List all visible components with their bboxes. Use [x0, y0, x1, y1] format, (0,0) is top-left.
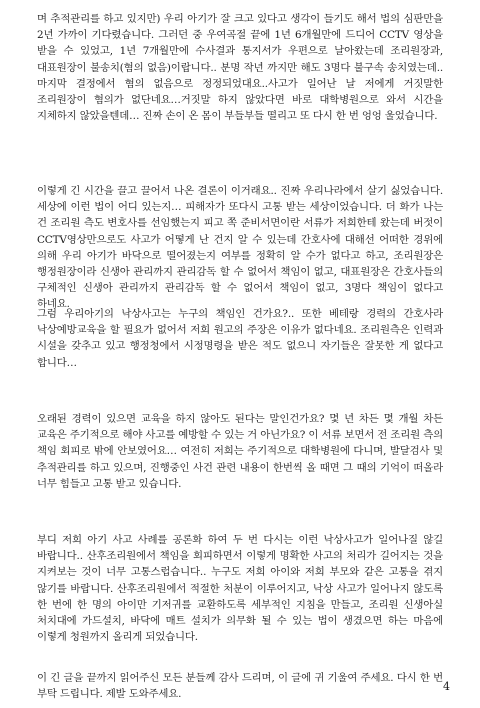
paragraph-6: 이 긴 글을 끝까지 읽어주신 모든 분들께 감사 드리며, 이 글에 귀 기울여 주세요. 다시 한 번 부탁 드립니다. 제발 도와주세요.: [37, 672, 443, 701]
paragraph-5: 부디 저희 아기 사고 사례를 공론화 하여 두 번 다시는 이런 낙상사고가 일어나질 않길 바랍니다.. 산후조리원에서 책임을 회피하면서 이렇게 명확한 사고의 처리가 길어지는 것을 지켜보는 것이 너무 고통스럽습니다.. 누구도 저희 아이와 저희 부모와 같은 고통을 겪지 않기를 바랍니다. 산후조리원에서 적절한 처분이 이루어지고, 낙상 사고가 일어나지 않도록 한 번에 한 명의 아이만 기저귀를 교환하도록 세부적인 지침을 만들고, 조리원 신생아실 처치대에 가드설치, 바닥에 매트 설치가 의무화 될 수 있는 법이 생겼으면 하는 마음에 이렇게 청원까지 올리게 되었습니다.: [37, 534, 443, 644]
paragraph-1: 며 추적관리를 하고 있지만) 우리 아기가 잘 크고 있다고 생각이 들기도 해서 법의 심판만을 2년 가까이 기다렸습니다. 그러던 중 우여곡절 끝에 1년 6개월만에 드디어 CCTV 영상을 받을 수 있었고, 1년 7개월만에 수사결과 통지서가 우편으로 날아왔는데 조리원장과, 대표원장이 불송치(혐의 없음)이랍니다.. 분명 작년 까지만 해도 3명다 불구속 송치였는데.. 마지막 결정에서 혐의 없음으로 정정되었대요..사고가 일어난 날 저에게 거짓말한 조리원장이 혐의가 없단네요…거짓말 하지 않았다면 바로 대학병원으로 와서 시간을 지체하지 않았을텐데… 진짜 손이 온 몸이 부들부들 떨리고 또 다시 한 번 엉엉 울었습니다.: [37, 13, 443, 123]
paragraph-3: 그럼 우리아기의 낙상사고는 누구의 책임인 건가요?.. 또한 베테랑 경력의 간호사라 낙상예방교육을 할 필요가 없어서 저희 원고의 주장은 이유가 없다네요. 조리원측은 인력과 시설을 갖추고 있고 행정청에서 시정명령을 받은 적도 없으니 자기들은 잘못한 게 없다고 합니다…: [37, 308, 443, 369]
paragraph-4: 오래된 경력이 있으면 교육을 하지 않아도 된다는 말인건가요? 몇 년 차든 몇 개월 차든 교육은 주기적으로 해야 사고를 예방할 수 있는 거 아닌가요? 이 서류 보면서 전 조리원 측의 책임 회피로 밖에 안보였어요… 여전히 저희는 주기적으로 대학병원에 다니며, 발달검사 및 추적관리를 하고 있으며, 진행중인 사건 관련 내용이 한번씩 올 때면 그 때의 기억이 떠올라 너무 힘들고 고통 받고 있습니다.: [37, 413, 443, 490]
paragraph-2: 이렇게 긴 시간을 끌고 끌어서 나온 결론이 이거래요.. 진짜 우리나라에서 살기 싫었습니다. 세상에 이런 법이 어디 있는지… 피해자가 또다시 고통 받는 세상이었습니다. 더 화가 나는 건 조리원 측도 변호사를 선임했는지 피고 쪽 준비서면이란 서류가 저희한테 왔는데 버젓이 CCTV영상만으로도 사고가 어떻게 난 건지 알 수 있는데 간호사에 대해선 어떠한 경위에 의해 우리 아기가 바닥으로 떨어졌는지 여부를 정확히 알 수가 없다고 하고, 조리원장은 행정원장이라 신생아 관리까지 관리감독 할 수 없어서 책임이 없고, 대표원장은 간호사들의 구체적인 신생아 관리까지 관리감독 할 수 없어서 책임이 없고, 3명다 책임이 없다고 하네요.: [37, 185, 443, 311]
page-number: 4: [443, 680, 450, 693]
